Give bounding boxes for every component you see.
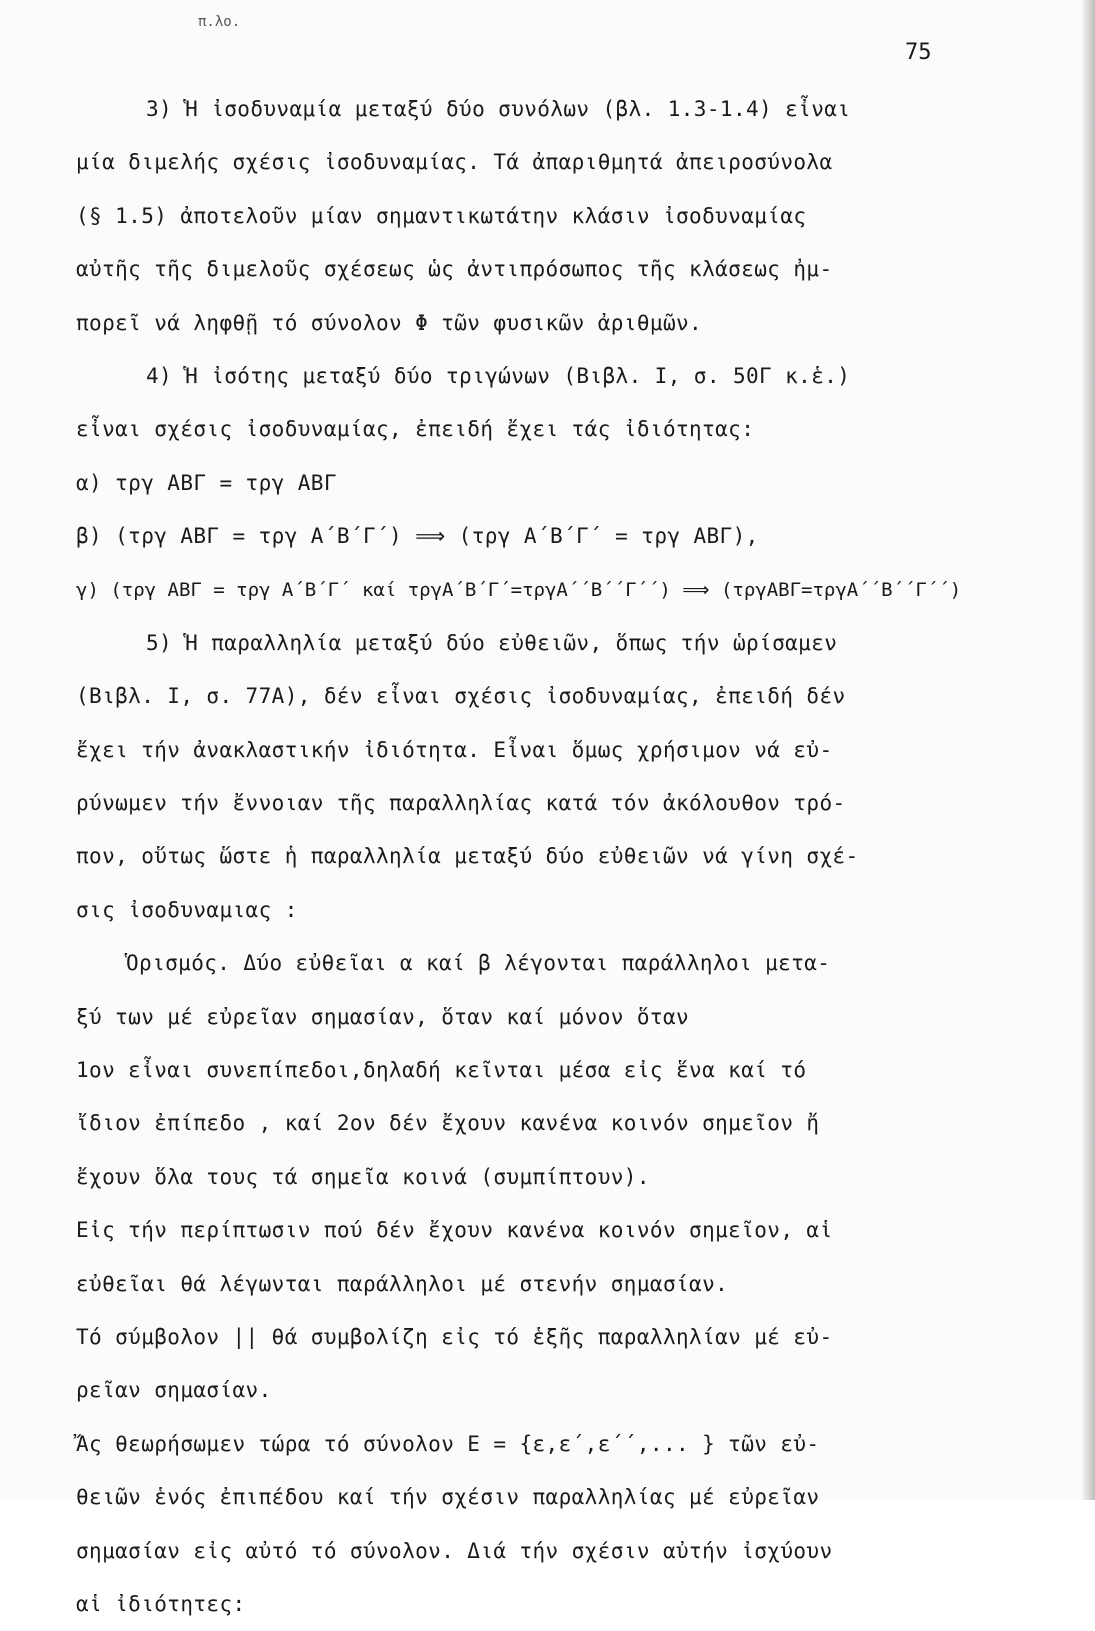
text-line: μία διμελής σχέσις ἰσοδυναμίας. Τά ἀπαριθμητά ἀπειροσύνολα — [76, 150, 833, 175]
text-line: 1ον εἶναι συνεπίπεδοι,δηλαδή κεῖνται μέσα εἰς ἕνα καί τό — [76, 1058, 807, 1083]
text-line: β) (τργ ΑΒΓ = τργ Α΄Β΄Γ΄) ⟹ (τργ Α΄Β΄Γ΄ = τργ ΑΒΓ), — [76, 524, 759, 549]
text-line: εὐθεῖαι θά λέγωνται παράλληλοι μέ στενήν σημασίαν. — [76, 1271, 729, 1296]
text-line: Τό σύμβολον || θά συμβολίζη εἰς τό ἑξῆς παραλληλίαν μέ εὐ- — [76, 1324, 833, 1349]
text-line: πορεῖ νά ληφθῇ τό σύνολον Φ τῶν φυσικῶν ἀριθμῶν. — [76, 310, 703, 335]
text-line: (§ 1.5) ἀποτελοῦν μίαν σημαντικωτάτην κλάσιν ἰσοδυναμίας — [76, 203, 807, 228]
text-line: 3) Ἡ ἰσοδυναμία μεταξύ δύο συνόλων (βλ. 1.3-1.4) εἶναι — [146, 97, 851, 121]
text-line: ἴδιον ἐπίπεδο , καί 2ον δέν ἔχουν κανένα κοινόν σημεῖον ἤ — [76, 1111, 820, 1136]
text-line: ἔχει τήν ἀνακλαστικήν ἰδιότητα. Εἶναι ὅμως χρήσιμον νά εὐ- — [76, 737, 833, 762]
text-line: ρεῖαν σημασίαν. — [76, 1378, 272, 1403]
text-line: σημασίαν εἰς αὐτό τό σύνολον. Διά τήν σχέσιν αὐτήν ἰσχύουν — [76, 1538, 833, 1563]
text-line: (Βιβλ. Ι, σ. 77Α), δέν εἶναι σχέσις ἰσοδυναμίας, ἐπειδή δέν — [76, 684, 846, 709]
text-line: Εἰς τήν περίπτωσιν πού δέν ἔχουν κανένα κοινόν σημεῖον, αἱ — [76, 1218, 833, 1243]
text-line: γ) (τργ ΑΒΓ = τργ Α΄Β΄Γ΄ καί τργΑ΄Β΄Γ΄=τργΑ΄΄Β΄΄Γ΄΄) ⟹ (τργΑΒΓ=τργΑ΄΄Β΄΄Γ΄΄) — [76, 578, 962, 601]
text-line: σις ἰσοδυναμιας : — [76, 897, 298, 922]
text-line: εἶναι σχέσις ἰσοδυναμίας, ἐπειδή ἔχει τάς ἰδιότητας: — [76, 417, 755, 442]
page-number: 75 — [905, 40, 932, 65]
text-line: ἔχουν ὅλα τους τά σημεῖα κοινά (συμπίπτουν). — [76, 1164, 650, 1189]
text-line: 5) Ἡ παραλληλία μεταξύ δύο εὐθειῶν, ὅπως τήν ὡρίσαμεν — [146, 630, 838, 655]
page-edge-shadow — [1081, 0, 1095, 1500]
definition-line: ξύ των μέ εὐρεῖαν σημασίαν, ὅταν καί μόνον ὅταν — [76, 1004, 690, 1029]
body-text — [76, 83, 962, 1631]
text-line: αὐτῆς τῆς διμελοῦς σχέσεως ὡς ἀντιπρόσωπος τῆς κλάσεως ἠμ- — [76, 257, 833, 282]
corner-mark: π.λο. — [198, 14, 241, 30]
text-line: θειῶν ἑνός ἐπιπέδου καί τήν σχέσιν παραλληλίας μέ εὐρεῖαν — [76, 1485, 820, 1510]
text-line: 4) Ἡ ἰσότης μεταξύ δύο τριγώνων (Βιβλ. Ι, σ. 50Γ κ.ἑ.) — [146, 363, 851, 388]
text-line: α) τργ ΑΒΓ = τργ ΑΒΓ — [76, 470, 337, 495]
text-line: πον, οὕτως ὥστε ἡ παραλληλία μεταξύ δύο εὐθειῶν νά γίνη σχέ- — [76, 844, 859, 869]
text-line: Ἄς θεωρήσωμεν τώρα τό σύνολον Ε = {ε,ε΄,ε΄΄,... } τῶν εὐ- — [76, 1431, 820, 1456]
text-line: αἱ ἰδιότητες: — [76, 1591, 246, 1616]
definition-line: Ὁρισμός. Δύο εὐθεῖαι α καί β λέγονται παράλληλοι μετα- — [126, 951, 831, 976]
text-line: ρύνωμεν τήν ἔννοιαν τῆς παραλληλίας κατά τόν ἀκόλουθον τρό- — [76, 791, 846, 816]
